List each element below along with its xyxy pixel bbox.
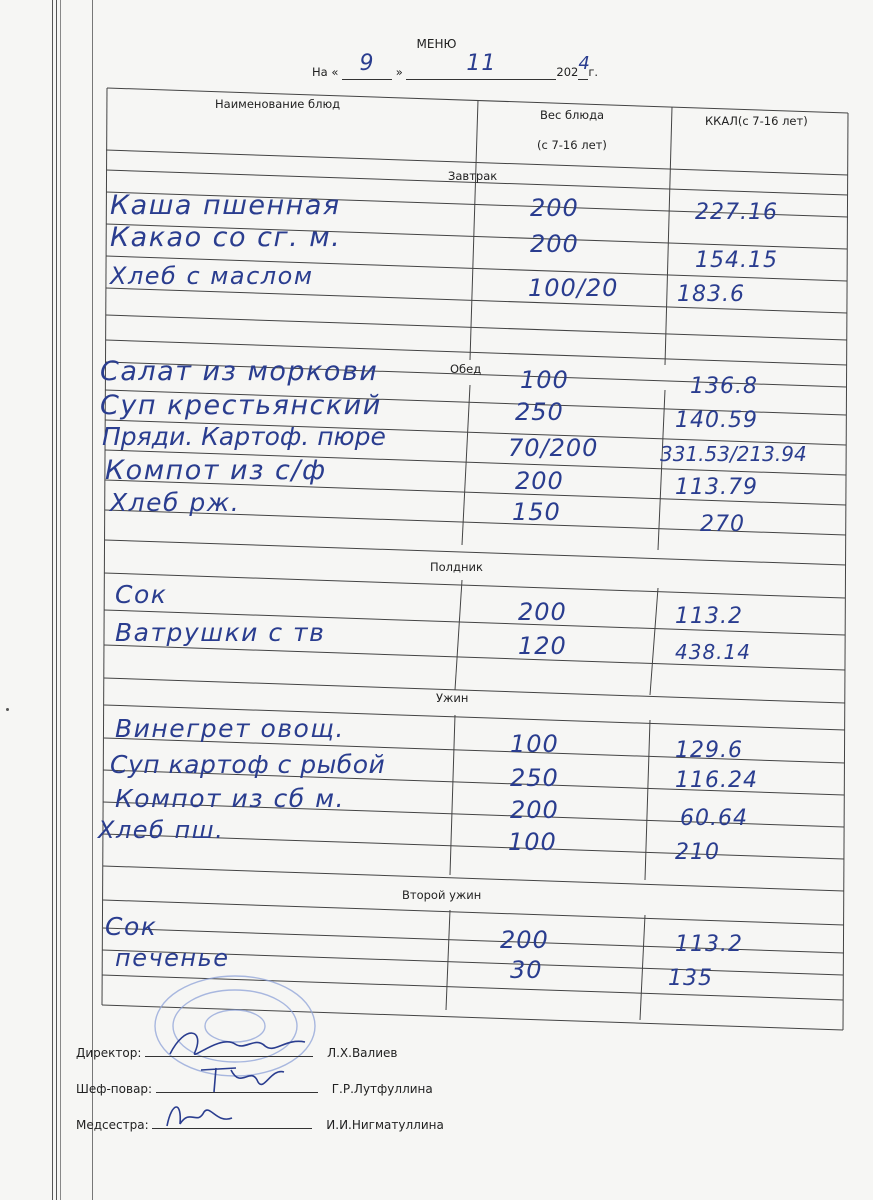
section-second-dinner: Второй ужин xyxy=(402,888,482,902)
dish-weight: 100 xyxy=(508,828,557,856)
dish-name: Пряди. Картоф. пюре xyxy=(102,422,386,451)
dish-kcal: 113.2 xyxy=(675,604,743,629)
year-prefix: 202 xyxy=(556,65,579,79)
dish-weight: 100 xyxy=(520,366,569,394)
dish-weight: 100 xyxy=(510,730,559,758)
dish-kcal: 113.79 xyxy=(675,475,758,500)
day-close: » xyxy=(395,65,403,79)
dish-kcal: 183.6 xyxy=(677,282,745,307)
section-breakfast: Завтрак xyxy=(448,169,498,183)
month-handwritten: 11 xyxy=(466,51,497,76)
dish-name: Винегрет овощ. xyxy=(115,714,345,743)
dish-name: Каша пшенная xyxy=(110,190,341,221)
dish-weight: 30 xyxy=(510,956,543,984)
dish-name: Какао со сг. м. xyxy=(110,222,342,253)
dish-kcal: 227.16 xyxy=(695,200,778,225)
dish-kcal: 331.53/213.94 xyxy=(660,442,807,466)
section-lunch: Обед xyxy=(450,362,482,376)
dish-weight: 100/20 xyxy=(528,274,619,302)
day-handwritten: 9 xyxy=(359,51,375,76)
nurse-signature xyxy=(162,1096,242,1136)
dish-name: Хлеб рж. xyxy=(110,488,241,517)
date-prefix: На « xyxy=(312,65,339,79)
signature-chef xyxy=(76,1078,433,1096)
dish-weight: 200 xyxy=(530,230,579,258)
dish-weight: 200 xyxy=(515,467,564,495)
dish-kcal: 129.6 xyxy=(675,738,743,763)
dish-kcal: 140.59 xyxy=(675,408,758,433)
dish-name: Сок xyxy=(105,912,158,941)
dish-name: Компот из с/ф xyxy=(105,455,327,486)
dish-kcal: 438.14 xyxy=(675,640,751,664)
dish-kcal: 210 xyxy=(675,840,720,865)
col-header-weight: Вес блюда xyxy=(540,108,605,122)
dish-weight: 250 xyxy=(510,764,559,792)
dish-weight: 250 xyxy=(515,398,564,426)
chef-name: Г.Р.Лутфуллина xyxy=(331,1082,433,1096)
section-snack: Полдник xyxy=(430,560,483,574)
section-dinner: Ужин xyxy=(436,691,469,705)
nurse-name: И.И.Нигматуллина xyxy=(326,1118,444,1132)
dish-weight: 200 xyxy=(500,926,549,954)
dish-kcal: 270 xyxy=(700,512,745,537)
director-signature-line xyxy=(145,1042,313,1057)
director-label: Директор: xyxy=(76,1046,142,1060)
dish-kcal: 113.2 xyxy=(675,932,743,957)
col-header-dish: Наименование блюд xyxy=(215,97,341,111)
dish-kcal: 154.15 xyxy=(695,248,778,273)
col-header-weight-age: (с 7-16 лет) xyxy=(537,138,607,152)
dish-weight: 200 xyxy=(510,796,559,824)
director-name: Л.Х.Валиев xyxy=(327,1046,398,1060)
dish-kcal: 135 xyxy=(668,966,713,991)
dish-weight: 120 xyxy=(518,632,567,660)
col-header-kcal: ККАЛ(с 7-16 лет) xyxy=(705,114,808,128)
dish-kcal: 136.8 xyxy=(690,374,758,399)
nurse-label: Медсестра: xyxy=(76,1118,149,1132)
dish-weight: 200 xyxy=(530,194,579,222)
dish-name: печенье xyxy=(115,944,230,972)
page-title: МЕНЮ xyxy=(416,37,457,51)
dish-name: Суп крестьянский xyxy=(100,390,382,421)
dish-name: Хлеб с маслом xyxy=(110,262,314,290)
chef-signature-line xyxy=(156,1078,318,1093)
dish-name: Салат из моркови xyxy=(100,356,379,387)
dish-name: Сок xyxy=(115,580,168,609)
nurse-signature-line xyxy=(152,1114,312,1129)
year-handwritten: 4 xyxy=(578,53,591,74)
dish-name: Ватрушки с тв xyxy=(115,618,326,647)
dish-kcal: 116.24 xyxy=(675,768,758,793)
chef-label: Шеф-повар: xyxy=(76,1082,153,1096)
chef-signature xyxy=(196,1060,296,1100)
signature-director xyxy=(76,1042,397,1060)
dish-weight: 200 xyxy=(518,598,567,626)
dish-weight: 70/200 xyxy=(508,434,599,462)
dish-name: Компот из сб м. xyxy=(115,784,345,813)
director-signature xyxy=(165,1024,315,1064)
dish-weight: 150 xyxy=(512,498,561,526)
signature-nurse xyxy=(76,1114,444,1132)
dish-kcal: 60.64 xyxy=(680,806,748,831)
dish-name: Хлеб пш. xyxy=(98,816,225,844)
year-suffix: г. xyxy=(588,65,599,79)
dish-name: Суп картоф с рыбой xyxy=(110,750,386,779)
